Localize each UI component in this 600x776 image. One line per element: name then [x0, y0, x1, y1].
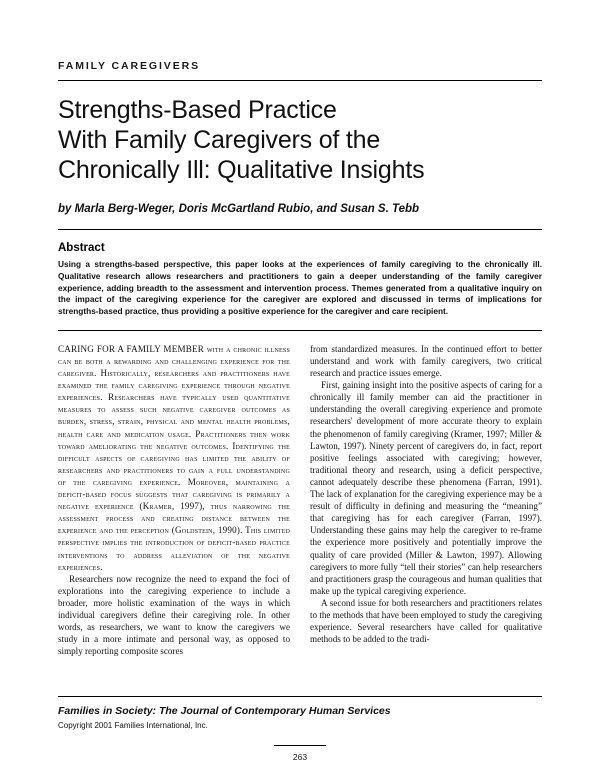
paragraph: from standardized measures. In the continued effort to better understand and work with family caregivers, two critical research and practice issues emerge.	[310, 343, 542, 379]
divider-byline	[58, 229, 542, 230]
divider-abstract	[58, 330, 542, 331]
divider-top	[58, 80, 542, 81]
paragraph: CARING FOR A FAMILY MEMBER with a chronic illness can be both a rewarding and challenging experience for the caregiver. Historically, researchers and practitioners have examined the family caregiving experience through negative experiences. Researchers have typically used quantitative measures to assess such negative caregiver outcomes as burden, stress, strain, physical and mental health problems, health care and medication usage. Practitioners then work toward ameliorating the negative outcomes. Identifying the difficult aspects of caregiving has limited the ability of researchers and practitioners to gain a full understanding of the caregiving experience. Moreover, maintaining a deficit-based focus suggests that caregiving is primarily a negative experience (Kramer, 1997), thus narrowing the assessment process and creating distance between the experience and the perception (Goldstein, 1990). This limited perspective implies the introduction of deficit-based practice interventions to address alleviation of the negative experiences.	[58, 343, 290, 572]
page-number: 263	[292, 752, 308, 762]
abstract-text: Using a strengths-based perspective, this paper looks at the experiences of family caregiving to the chronically ill. Qualitative research allows researchers and practitioners to gain a deeper understanding of the family caregiver experience, adding breadth to the assessment and intervention process. Themes generated from a qualitative inquiry on the impact of the caregiving experience for the caregiver are explored and discussed in terms of implications for strengths-based practice, thus providing a positive experience for the caregiver and care recipient.	[58, 259, 542, 317]
paragraph: Researchers now recognize the need to expand the foci of explorations into the caregiving experience to include a broader, more holistic examination of the ways in which individual caregivers define their caregiving role. In other words, as researchers, we want to know the caregivers we study in a more intimate and personal way, as opposed to simply reporting composite scores	[58, 573, 290, 657]
title-line-3: Chronically Ill: Qualitative Insights	[58, 156, 425, 184]
paragraph: A second issue for both researchers and practitioners relates to the methods that have been employed to study the caregiving experience. Several researchers have called for qualitative methods to be added to the tradi-	[310, 597, 542, 645]
copyright-notice: Copyright 2001 Families International, Inc.	[58, 721, 208, 730]
column-right	[310, 343, 542, 663]
author-byline: by Marla Berg-Weger, Doris McGartland Rubio, and Susan S. Tebb	[58, 203, 420, 215]
journal-name: Families in Society: The Journal of Contemporary Human Services	[58, 705, 391, 717]
title-line-1: Strengths-Based Practice	[58, 96, 337, 124]
divider-footer	[58, 696, 542, 697]
paragraph: First, gaining insight into the positive aspects of caring for a chronically ill family member can aid the practitioner in understanding the overall caregiving experience and promote researchers' development of more accurate theory to explain the phenomenon of family caregiving (Kramer, 1997; Miller & Lawton, 1997). Ninety percent of caregivers do, in fact, report positive feelings associated with caregiving; however, traditional theory and research, using a deficit perspective, cannot adequately describe these phenomena (Farran, 1991). The lack of explanation for the caregiving experience may be a result of difficulty in defining and measuring the “meaning” that caregiving has for each caregiver (Farran, 1997). Understanding these gains may help the caregiver to re-frame the experience more positively and potentially improve the quality of care provided (Miller & Lawton, 1997). Allowing caregivers to more fully “tell their stories” can help researchers and practitioners grasp the courageous and human qualities that make up the typical caregiving experience.	[310, 380, 542, 596]
page-title	[58, 95, 542, 185]
body-columns	[58, 343, 542, 663]
title-line-2: With Family Caregivers of the	[58, 126, 381, 154]
section-kicker: FAMILY CAREGIVERS	[58, 60, 200, 72]
divider-page-number	[274, 745, 326, 746]
page-footer	[58, 696, 542, 730]
abstract-heading: Abstract	[58, 242, 105, 254]
column-left	[58, 343, 290, 663]
